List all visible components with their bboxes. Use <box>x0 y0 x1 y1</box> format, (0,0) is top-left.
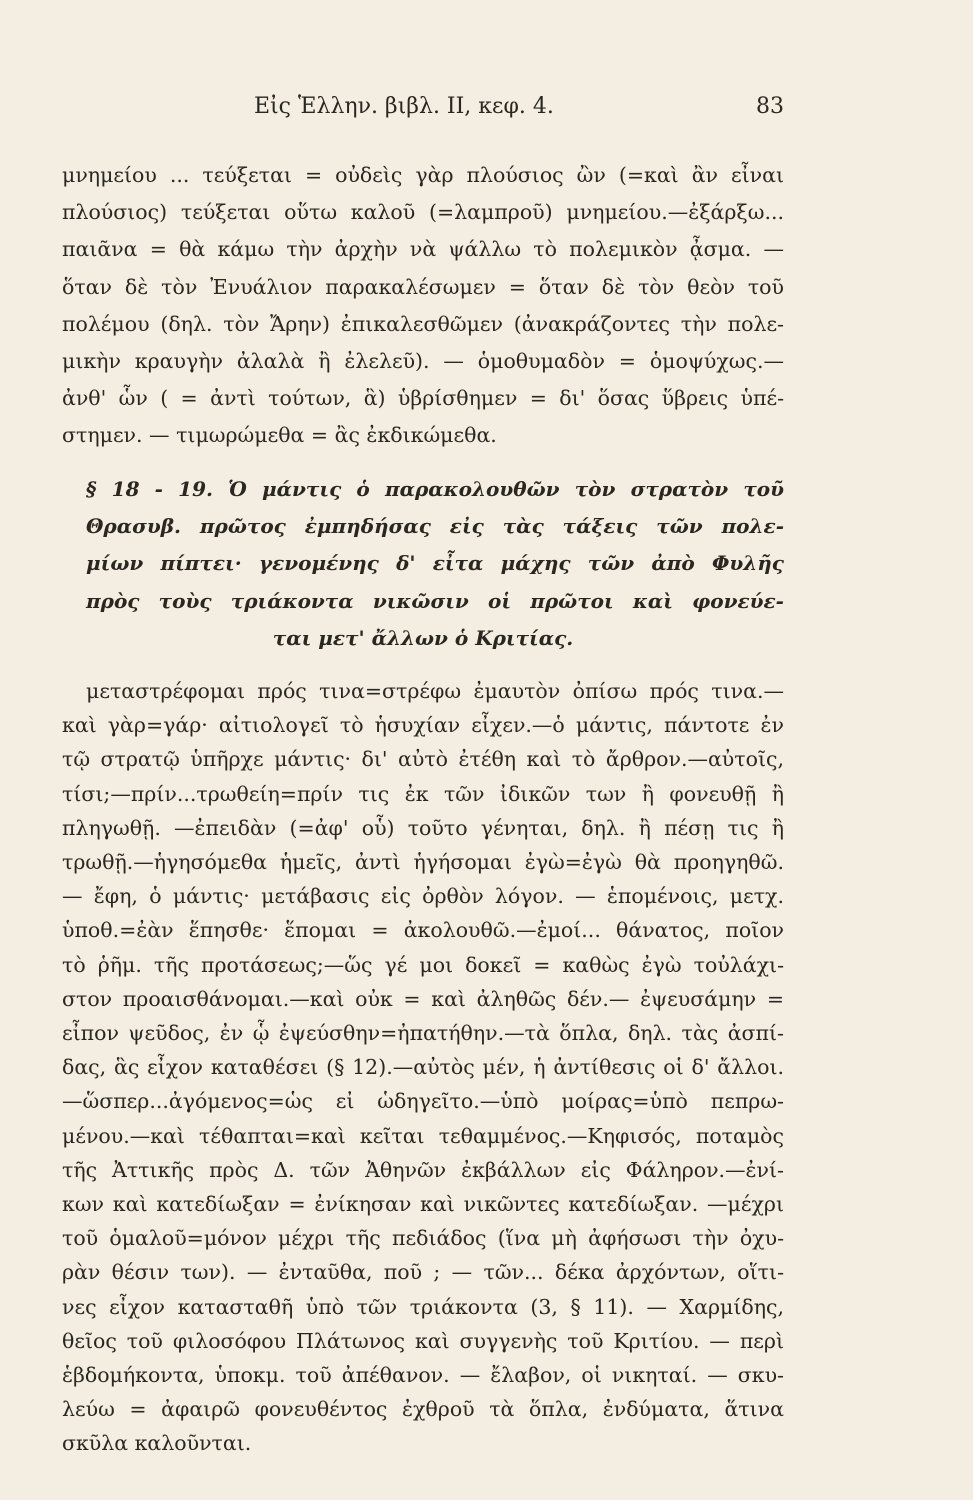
text-line: δας, ἃς εἶχον καταθέσει (§ 12).—αὐτὸς μέν, ἡ ἀντίθεσις οἱ δ' ἄλλοι. <box>62 1055 784 1080</box>
text-line: μεταστρέφομαι πρός τινα=στρέφω ἐμαυτὸν ὀπίσω πρός τινα.— <box>86 679 784 703</box>
running-header <box>62 94 784 126</box>
text-line: θεῖος τοῦ φιλοσόφου Πλάτωνος καὶ συγγενὴς τοῦ Κριτίου. — περὶ <box>62 1328 784 1353</box>
text-line: κων καὶ κατεδίωξαν = ἐνίκησαν καὶ νικῶντες κατεδίωξαν. —μέχρι <box>62 1192 784 1216</box>
section-heading-line: § 18 - 19. Ὁ μάντις ὁ παρακολουθῶν τὸν στρατὸν τοῦ <box>86 477 784 501</box>
section-heading-line: ται μετ' ἄλλων ὁ Κριτίας. <box>272 626 574 650</box>
text-line: τῆς Ἀττικῆς πρὸς Δ. τῶν Ἀθηνῶν ἐκβάλλων εἰς Φάληρον.—ἐνί- <box>62 1157 784 1182</box>
text-line: ὅταν δὲ τὸν Ἐνυάλιον παρακαλέσωμεν = ὅταν δὲ τὸν θεὸν τοῦ <box>62 275 784 299</box>
text-line: ἑβδομήκοντα, ὑποκμ. τοῦ ἀπέθανον. — ἔλαβον, οἱ νικηταί. — σκυ- <box>62 1363 784 1387</box>
text-line: πολέμου (δηλ. τὸν Ἄρην) ἐπικαλεσθῶμεν (ἀνακράζοντες τὴν πολε- <box>62 312 784 336</box>
section-heading-line: πρὸς τοὺς τριάκοντα νικῶσιν οἱ πρῶτοι καὶ φονεύε- <box>86 589 784 613</box>
text-line: παιᾶνα = θὰ κάμω τὴν ἀρχὴν νὰ ψάλλω τὸ πολεμικὸν ᾆσμα. — <box>62 237 784 261</box>
text-line: πληγωθῇ. —ἐπειδὰν (=ἀφ' οὗ) τοῦτο γένηται, δηλ. ἢ πέσῃ τις ἢ <box>62 815 784 840</box>
text-line: καὶ γὰρ=γάρ· αἰτιολογεῖ τὸ ἡσυχίαν εἶχεν.—ὁ μάντις, πάντοτε ἐν <box>62 713 784 738</box>
text-line: πλούσιος) τεύξεται οὕτω καλοῦ (=λαμπροῦ) μνημείου.—ἐξάρξω... <box>62 200 784 224</box>
text-line: μένου.—καὶ τέθαπται=καὶ κεῖται τεθαμμένος.—Κηφισός, ποταμὸς <box>62 1123 784 1148</box>
text-line: τρωθῇ.—ἡγησόμεθα ἡμεῖς, ἀντὶ ἡγήσομαι ἐγὼ=ἐγὼ θὰ προηγηθῶ. <box>62 850 784 874</box>
section-heading-line: μίων πίπτει· γενομένης δ' εἶτα μάχης τῶν ἀπὸ Φυλῆς <box>86 551 784 575</box>
text-line: τὸ ῥῆμ. τῆς προτάσεως;—ὥς γέ μοι δοκεῖ = καθὼς ἐγὼ τοὐλάχι- <box>62 952 784 977</box>
text-line: σκῦλα καλοῦνται. <box>62 1431 252 1456</box>
section-heading-line: Θρασυβ. πρῶτος ἐμπηδήσας εἰς τὰς τάξεις τῶν πολε- <box>86 514 784 538</box>
text-line: μικὴν κραυγὴν ἀλαλὰ ἢ ἐλελεῦ). — ὁμοθυμαδὸν = ὁμοψύχως.— <box>62 349 784 373</box>
text-line: τῷ στρατῷ ὑπῆρχε μάντις· δι' αὐτὸ ἐτέθη καὶ τὸ ἄρθρον.—αὐτοῖς, <box>62 747 784 772</box>
text-line: —ὥσπερ...ἀγόμενος=ὡς εἰ ὡδηγεῖτο.—ὑπὸ μοίρας=ὑπὸ πεπρω- <box>62 1089 784 1114</box>
text-line: ἀνθ' ὧν ( = ἀντὶ τούτων, ἃ) ὑβρίσθημεν = δι' ὅσας ὕβρεις ὑπέ- <box>62 386 784 410</box>
text-line: — ἔφη, ὁ μάντις· μετάβασις εἰς ὀρθὸν λόγον. — ἑπομένοις, μετχ. <box>62 884 784 909</box>
text-line: ρὰν θέσιν των). — ἐνταῦθα, ποῦ ; — τῶν... δέκα ἀρχόντων, οἵτι- <box>62 1260 784 1285</box>
text-line: μνημείου ... τεύξεται = οὐδεὶς γὰρ πλούσιος ὢν (=καὶ ἂν εἶναι <box>62 163 784 187</box>
page-number: 83 <box>756 94 784 119</box>
running-title: Εἰς Ἑλλην. βιβλ. II, κεφ. 4. <box>254 94 554 119</box>
text-line: εἶπον ψεῦδος, ἐν ᾧ ἐψεύσθην=ἠπατήθην.—τὰ ὅπλα, δηλ. τὰς ἀσπί- <box>62 1021 784 1045</box>
text-line: ὑποθ.=ἐὰν ἕπησθε· ἕπομαι = ἀκολουθῶ.—ἐμοί... θάνατος, ποῖον <box>62 918 784 943</box>
text-line: στημεν. — τιμωρώμεθα = ἂς ἐκδικώμεθα. <box>62 423 497 447</box>
text-line: στον προαισθάνομαι.—καὶ οὐκ = καὶ ἀληθῶς δέν.— ἐψευσάμην = <box>62 986 784 1011</box>
text-line: νες εἶχον κατασταθῆ ὑπὸ τῶν τριάκοντα (3, § 11). — Χαρμίδης, <box>62 1294 784 1319</box>
text-line: τοῦ ὁμαλοῦ=μόνον μέχρι τῆς πεδιάδος (ἵνα μὴ ἀφήσωσι τὴν ὀχυ- <box>62 1226 784 1251</box>
text-line: τίσι;—πρίν...τρωθείη=πρίν τις ἐκ τῶν ἰδικῶν των ἢ φονευθῇ ἢ <box>62 781 784 806</box>
text-line: λεύω = ἀφαιρῶ φονευθέντος ἐχθροῦ τὰ ὅπλα, ἐνδύματα, ἅτινα <box>62 1397 784 1422</box>
